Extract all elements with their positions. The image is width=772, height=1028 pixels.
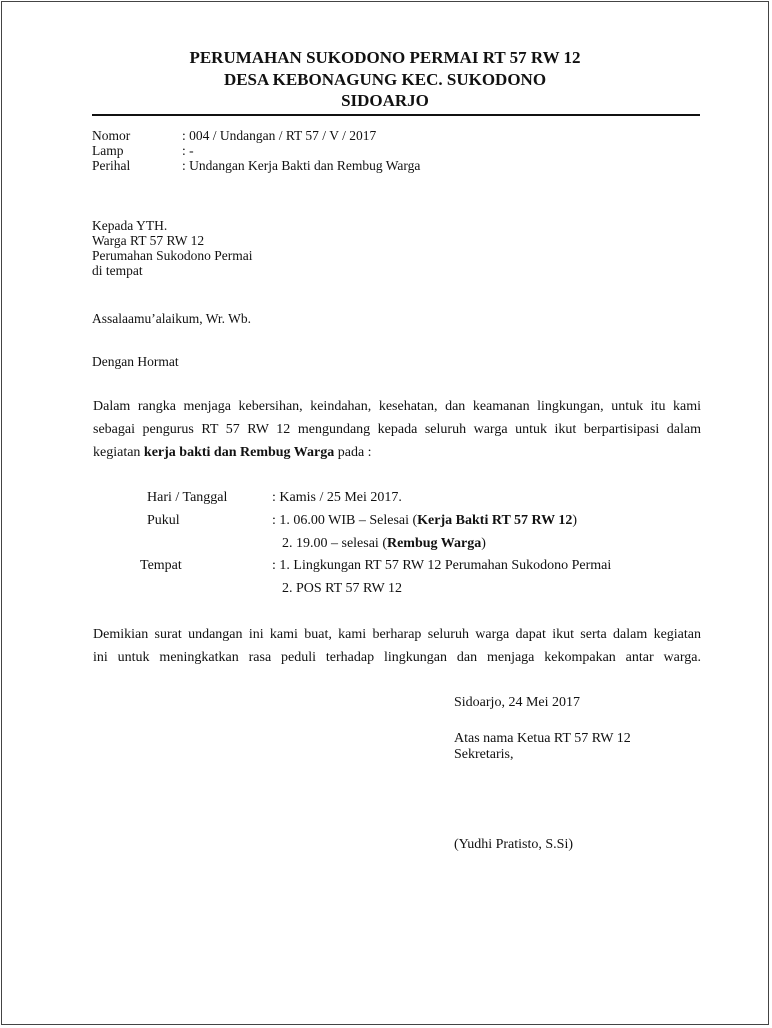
- closing-line-1: Demikian surat undangan ini kami buat, kami berharap seluruh warga dapat ikut serta dalam kegiatan: [93, 627, 701, 642]
- intro-highlight: kerja bakti dan Rembug Warga: [143, 445, 335, 460]
- signature-place-date: Sidoarjo, 24 Mei 2017: [454, 695, 580, 710]
- signature-role: Sekretaris,: [454, 747, 514, 762]
- day-value: : Kamis / 25 Mei 2017.: [272, 490, 402, 505]
- recipient-line-1: Kepada YTH.: [92, 218, 168, 233]
- perihal-label: Perihal: [92, 158, 131, 173]
- day-label: Hari / Tanggal: [147, 490, 228, 505]
- place-value-1: : 1. Lingkungan RT 57 RW 12 Perumahan Sukodono Permai: [272, 558, 612, 573]
- time-label: Pukul: [147, 513, 180, 528]
- intro-line-3: kegiatan kerja bakti dan Rembug Warga pada :: [93, 445, 372, 460]
- header-line-1: PERUMAHAN SUKODONO PERMAI RT 57 RW 12: [189, 48, 581, 67]
- lamp-label: Lamp: [92, 143, 124, 158]
- signature-name: (Yudhi Pratisto, S.Si): [454, 837, 574, 852]
- time-value-2: 2. 19.00 – selesai (Rembug Warga): [282, 536, 486, 551]
- closing-line-2: ini untuk meningkatkan rasa peduli terhadap lingkungan dan menjaga kekompakan antar warga.: [93, 650, 701, 665]
- nomor-value: : 004 / Undangan / RT 57 / V / 2017: [182, 128, 377, 143]
- header-divider: [92, 114, 700, 116]
- lamp-value: : -: [182, 143, 194, 158]
- recipient-line-3: Perumahan Sukodono Permai: [92, 248, 253, 263]
- intro-line-2: sebagai pengurus RT 57 RW 12 mengundang kepada seluruh warga untuk ikut berpartisipasi dalam: [93, 422, 701, 437]
- signature-on-behalf: Atas nama Ketua RT 57 RW 12: [454, 731, 631, 746]
- time-value-1: : 1. 06.00 WIB – Selesai (Kerja Bakti RT 57 RW 12): [272, 513, 578, 528]
- perihal-value: : Undangan Kerja Bakti dan Rembug Warga: [182, 158, 421, 173]
- header-line-2: DESA KEBONAGUNG KEC. SUKODONO: [223, 70, 547, 89]
- recipient-line-4: di tempat: [92, 263, 143, 278]
- header-line-3: SIDOARJO: [341, 91, 429, 110]
- nomor-label: Nomor: [92, 128, 131, 143]
- letter-page: [1, 1, 769, 1025]
- recipient-line-2: Warga RT 57 RW 12: [92, 233, 205, 248]
- salutation: Dengan Hormat: [92, 354, 179, 369]
- place-label: Tempat: [140, 558, 182, 573]
- greeting: Assalaamu’alaikum, Wr. Wb.: [92, 311, 252, 326]
- intro-line-1: Dalam rangka menjaga kebersihan, keindahan, kesehatan, dan keamanan lingkungan, untuk itu kami: [93, 399, 701, 414]
- place-value-2: 2. POS RT 57 RW 12: [282, 581, 403, 596]
